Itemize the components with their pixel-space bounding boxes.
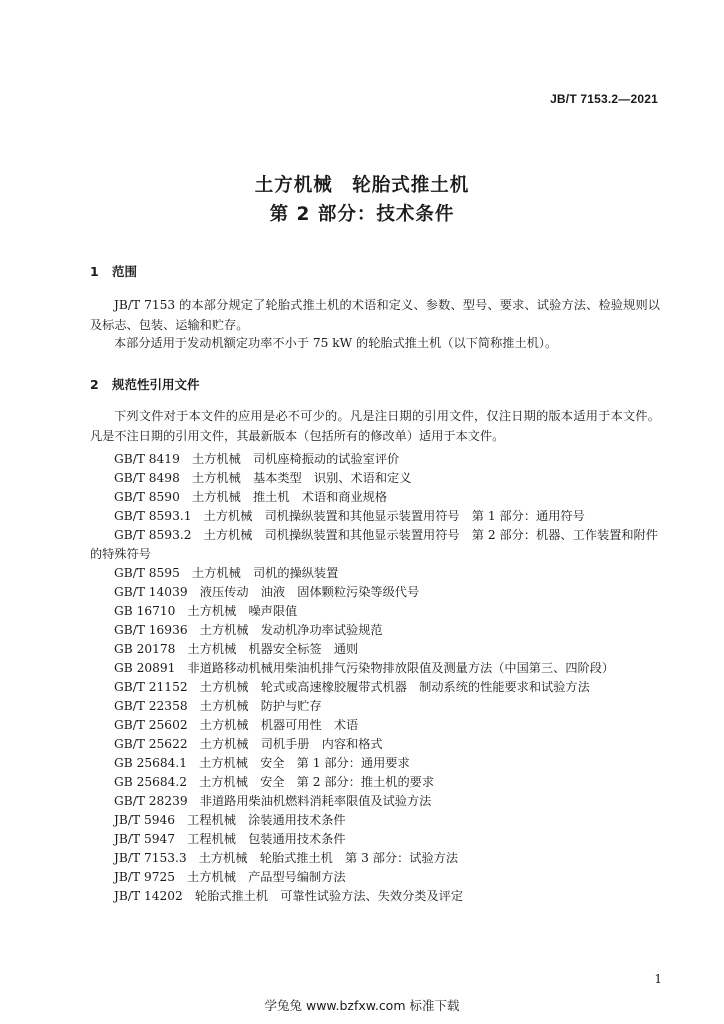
reference-item: GB/T 16936 土方机械 发动机净功率试验规范 xyxy=(114,623,383,637)
reference-item: GB 20178 土方机械 机器安全标签 通则 xyxy=(114,642,359,656)
reference-item: GB/T 8593.2 土方机械 司机操纵装置和其他显示装置用符号 第 2 部分：机器、工作装置和附件的特殊符号 xyxy=(90,528,658,561)
reference-item: GB/T 8590 土方机械 推土机 术语和商业规格 xyxy=(114,490,388,504)
reference-list xyxy=(90,450,660,906)
reference-item: GB/T 8419 土方机械 司机座椅振动的试验室评价 xyxy=(114,452,400,466)
reference-item: GB/T 8593.1 土方机械 司机操纵装置和其他显示装置用符号 第 1 部分：通用符号 xyxy=(114,509,585,523)
reference-item: GB/T 8595 土方机械 司机的操纵装置 xyxy=(114,566,339,580)
reference-item: GB/T 21152 土方机械 轮式或高速橡胶履带式机器 制动系统的性能要求和试验方法 xyxy=(114,680,590,694)
reference-item: GB/T 22358 土方机械 防护与贮存 xyxy=(114,699,322,713)
reference-item: GB 16710 土方机械 噪声限值 xyxy=(114,604,298,618)
applicability-paragraph: 本部分适用于发动机额定功率不小于 75 kW 的轮胎式推土机（以下简称推土机）。 xyxy=(114,336,558,350)
reference-item: GB/T 14039 液压传动 油液 固体颗粒污染等级代号 xyxy=(114,585,420,599)
reference-item: GB/T 25602 土方机械 机器可用性 术语 xyxy=(114,718,359,732)
document-title: 土方机械 轮胎式推土机 xyxy=(254,175,470,196)
section-title: 范围 xyxy=(112,264,138,279)
references-intro-paragraph: 下列文件对于本文件的应用是必不可少的。凡是注日期的引用文件，仅注日期的版本适用于本文件。凡是不注日期的引用文件，其最新版本（包括所有的修改单）适用于本文件。 xyxy=(90,409,660,443)
section-number: 1 xyxy=(90,264,99,279)
reference-item: GB/T 28239 非道路用柴油机燃料消耗率限值及试验方法 xyxy=(114,794,432,808)
section-number: 2 xyxy=(90,377,99,392)
reference-item: JB/T 5947 工程机械 包装通用技术条件 xyxy=(114,832,346,846)
reference-item: JB/T 14202 轮胎式推土机 可靠性试验方法、失效分类及评定 xyxy=(114,889,464,903)
section-heading-normative-references xyxy=(90,375,200,393)
section-heading-scope xyxy=(90,262,137,280)
reference-item: JB/T 7153.3 土方机械 轮胎式推土机 第 3 部分：试验方法 xyxy=(114,851,459,865)
footer-watermark-text: 学兔兔 www.bzfxw.com 标准下载 xyxy=(264,998,460,1013)
section-title: 规范性引用文件 xyxy=(112,377,200,392)
document-subtitle: 第 2 部分：技术条件 xyxy=(269,204,455,225)
reference-item: GB 25684.1 土方机械 安全 第 1 部分：通用要求 xyxy=(114,756,410,770)
reference-item: JB/T 5946 工程机械 涂装通用技术条件 xyxy=(114,813,346,827)
reference-item: GB/T 25622 土方机械 司机手册 内容和格式 xyxy=(114,737,383,751)
reference-item: GB 25684.2 土方机械 安全 第 2 部分：推土机的要求 xyxy=(114,775,435,789)
page-number: 1 xyxy=(654,972,662,986)
scope-paragraph: JB/T 7153 的本部分规定了轮胎式推土机的术语和定义、参数、型号、要求、试验方法、检验规则以及标志、包装、运输和贮存。 xyxy=(90,298,660,332)
reference-item: GB 20891 非道路移动机械用柴油机排气污染物排放限值及测量方法（中国第三、四阶段） xyxy=(114,661,615,675)
reference-item: GB/T 8498 土方机械 基本类型 识别、术语和定义 xyxy=(114,471,412,485)
standard-number: JB/T 7153.2—2021 xyxy=(550,92,658,106)
reference-item: JB/T 9725 土方机械 产品型号编制方法 xyxy=(114,870,346,884)
